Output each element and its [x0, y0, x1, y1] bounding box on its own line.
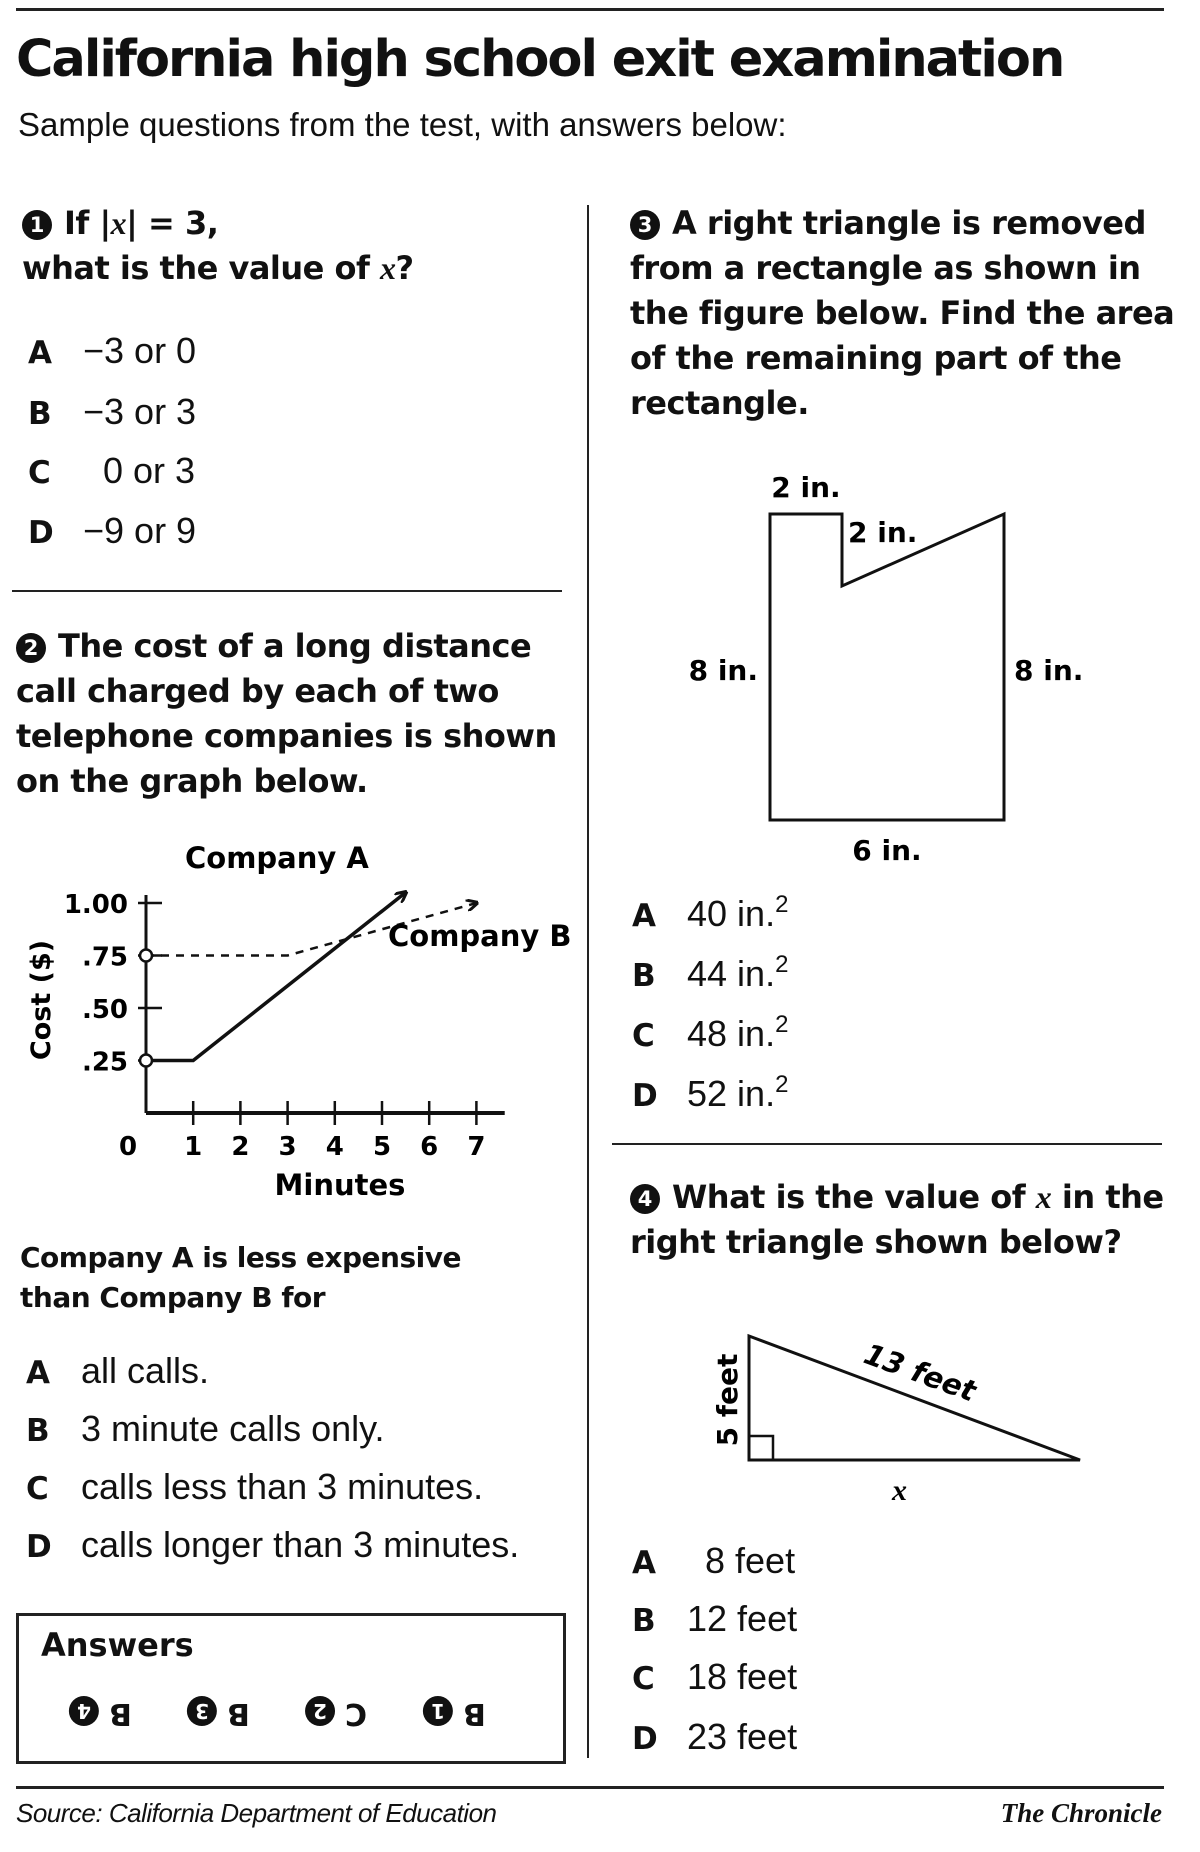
question-1: 1 If |x| = 3, what is the value of x? [22, 204, 414, 287]
q2-prompt: Company A is less expensive than Company B for [20, 1241, 461, 1314]
q1-option-d[interactable]: D −9 or 9 [28, 510, 197, 551]
q2-option-d[interactable]: D calls longer than 3 minutes. [26, 1524, 520, 1565]
company-b-start-point [140, 950, 152, 962]
label-top: 2 in. [771, 471, 841, 504]
x-axis-label: Minutes [274, 1168, 406, 1202]
q2-option-c[interactable]: C calls less than 3 minutes. [26, 1466, 484, 1507]
answer-4: B4 [69, 1696, 132, 1731]
notched-rectangle-shape [770, 514, 1004, 820]
right-angle-marker [749, 1436, 773, 1460]
q3-option-d[interactable]: D 52 in.$^2$ [632, 1071, 789, 1114]
q3-option-b[interactable]: B 44 in.$^2$ [632, 951, 789, 994]
label-base: x [892, 1474, 907, 1507]
q2-option-a[interactable]: A all calls. [26, 1350, 210, 1391]
y-axis-label: Cost ($) [26, 939, 57, 1061]
label-hypotenuse: 13 feet [859, 1336, 981, 1409]
company-a-label: Company A [185, 841, 369, 875]
y-tick-label: .25 [81, 1047, 128, 1078]
y-tick-label: .50 [81, 995, 128, 1025]
rectangle-figure [680, 460, 1100, 880]
company-a-line [146, 893, 406, 1061]
separator-q1-q2 [12, 590, 562, 592]
x-tick-label: 7 [467, 1132, 486, 1162]
x-tick-label: 0 [118, 1132, 138, 1162]
label-bottom: 6 in. [852, 834, 922, 867]
q1-option-c[interactable]: C 0 or 3 [28, 450, 196, 491]
page-subtitle: Sample questions from the test, with answers below: [18, 106, 787, 143]
footer-rule [16, 1786, 1164, 1789]
q4-option-c[interactable]: C 18 feet [632, 1656, 798, 1697]
label-leg: 5 feet [711, 1353, 744, 1447]
q4-option-a[interactable]: A 8 feet [632, 1540, 796, 1581]
question-3: 3 A right triangle is removed from a rectangle as shown in the figure below. Find the area of the remaining part of the rectangle. [630, 204, 1175, 422]
label-left: 8 in. [688, 654, 758, 687]
question-number-badge: 4 [630, 1184, 660, 1214]
question-2: 2 The cost of a long distance call charged by each of two telephone companies is shown on the graph below. [16, 627, 557, 800]
x-tick-label: 1 [184, 1132, 203, 1162]
triangle-figure [680, 1300, 1100, 1520]
publisher-credit: The Chronicle [1000, 1798, 1162, 1828]
question-4: 4 What is the value of x in the right triangle shown below? [630, 1178, 1164, 1261]
cost-chart [0, 820, 580, 1220]
answer-3: B3 [187, 1696, 250, 1731]
question-number-badge: 3 [630, 210, 660, 240]
answer-1: B1 [423, 1696, 486, 1731]
label-notch: 2 in. [848, 516, 918, 549]
x-tick-label: 3 [278, 1132, 297, 1162]
company-b-label: Company B [388, 919, 572, 953]
page-title: California high school exit examination [16, 30, 1064, 89]
x-tick-label: 2 [231, 1132, 250, 1162]
question-number-badge: 1 [22, 210, 52, 240]
answer-2: C2 [305, 1696, 367, 1731]
y-tick-label: .75 [81, 942, 128, 973]
column-divider [587, 205, 589, 1758]
source-credit: Source: California Department of Education [16, 1798, 497, 1828]
q2-option-b[interactable]: B 3 minute calls only. [26, 1408, 385, 1449]
top-rule [16, 8, 1164, 11]
q1-option-b[interactable]: B −3 or 3 [28, 391, 197, 432]
x-tick-label: 6 [420, 1132, 439, 1162]
label-right: 8 in. [1014, 654, 1084, 687]
q3-option-a[interactable]: A 40 in.$^2$ [632, 891, 789, 934]
company-a-start-point [140, 1055, 152, 1067]
y-tick-label: 1.00 [63, 890, 128, 920]
answers-box [16, 1613, 566, 1764]
q4-option-b[interactable]: B 12 feet [632, 1598, 798, 1639]
answers-title: Answers [41, 1626, 194, 1664]
q1-option-a[interactable]: A −3 or 0 [28, 330, 197, 371]
question-number-badge: 2 [16, 633, 46, 663]
separator-q3-q4 [612, 1143, 1162, 1145]
x-tick-label: 5 [372, 1132, 392, 1162]
x-tick-label: 4 [325, 1132, 344, 1162]
q4-option-d[interactable]: D 23 feet [632, 1716, 798, 1757]
q3-option-c[interactable]: C 48 in.$^2$ [632, 1011, 789, 1054]
